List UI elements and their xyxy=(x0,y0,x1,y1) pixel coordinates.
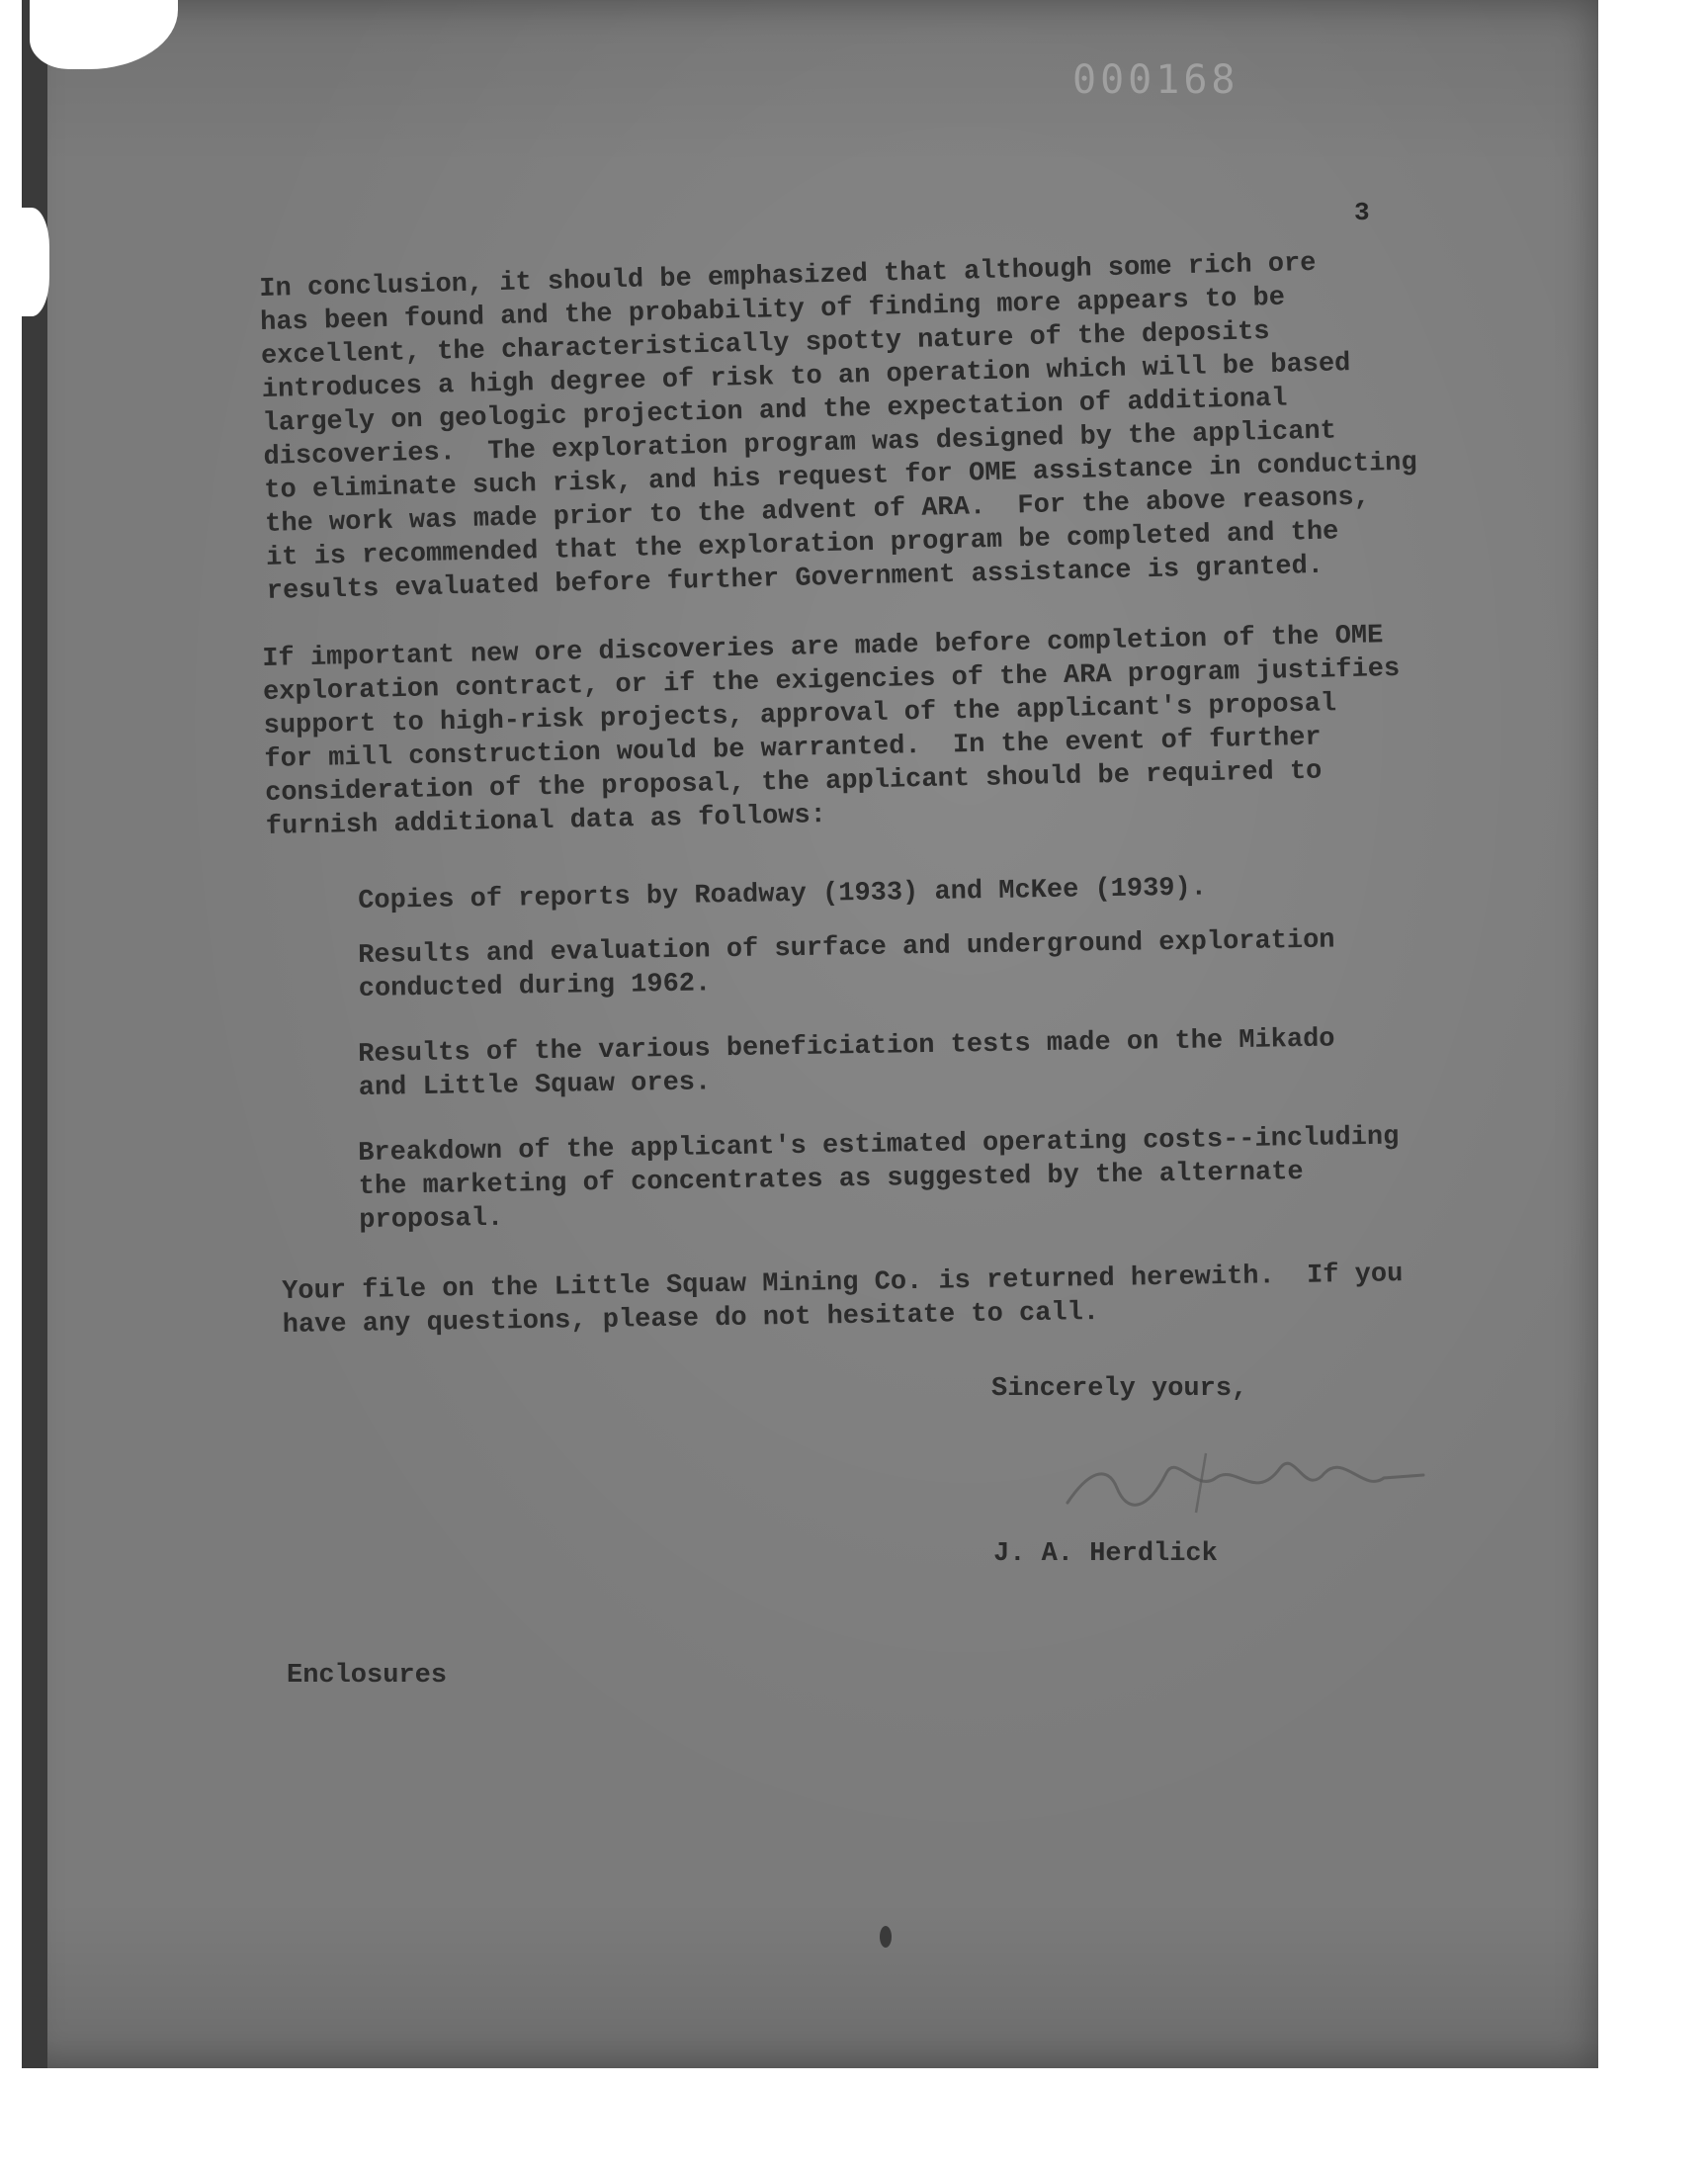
signer-name: J. A. Herdlick xyxy=(993,1539,1218,1569)
letter-closing: Sincerely yours, xyxy=(991,1374,1248,1404)
document-number: 000168 xyxy=(1072,57,1239,103)
list-item: Results and evaluation of surface and underground exploration conducted during 1962. xyxy=(358,925,1335,1004)
page-number: 3 xyxy=(1354,198,1370,227)
list-item: Breakdown of the applicant's estimated operating costs--including the marketing of concentrates as suggested by the alternate proposal. xyxy=(358,1122,1400,1236)
enclosures-label: Enclosures xyxy=(287,1661,448,1691)
paragraph-conclusion: In conclusion, it should be emphasized that although some rich ore has been found and the probability of finding more appears to be excellent, the characteristically spotty nature of the deposits introduces a high degree of risk to an operation which will be based largely on geologic projection and the expectation of additional discoveries. The exploration program was designed by the applicant to eliminate such risk, and his request for OME assistance in conducting the work was made prior to the advent of ARA. For the above reasons, it is recommended that the exploration program be completed and the results evaluated before further Government assistance is granted. xyxy=(259,248,1418,607)
paragraph-file-returned: Your file on the Little Squaw Mining Co. is returned herewith. If you have any questions, please do not hesitate to call. xyxy=(282,1260,1404,1341)
paragraph-new-discoveries: If important new ore discoveries are made before completion of the OME exploration contract, or if the exigencies of the ARA program justifies support to high-risk projects, approval of the applicant's proposal for mill construction would be warranted. In the event of further consideration of the proposal, the applicant should be required to furnish additional data as follows: xyxy=(262,621,1401,842)
torn-edge xyxy=(22,208,49,316)
list-item: Results of the various beneficiation tests made on the Mikado and Little Squaw ores. xyxy=(358,1024,1335,1103)
ink-smudge xyxy=(880,1926,892,1948)
handwritten-signature xyxy=(1058,1434,1433,1522)
list-item: Copies of reports by Roadway (1933) and McKee (1939). xyxy=(358,873,1208,916)
